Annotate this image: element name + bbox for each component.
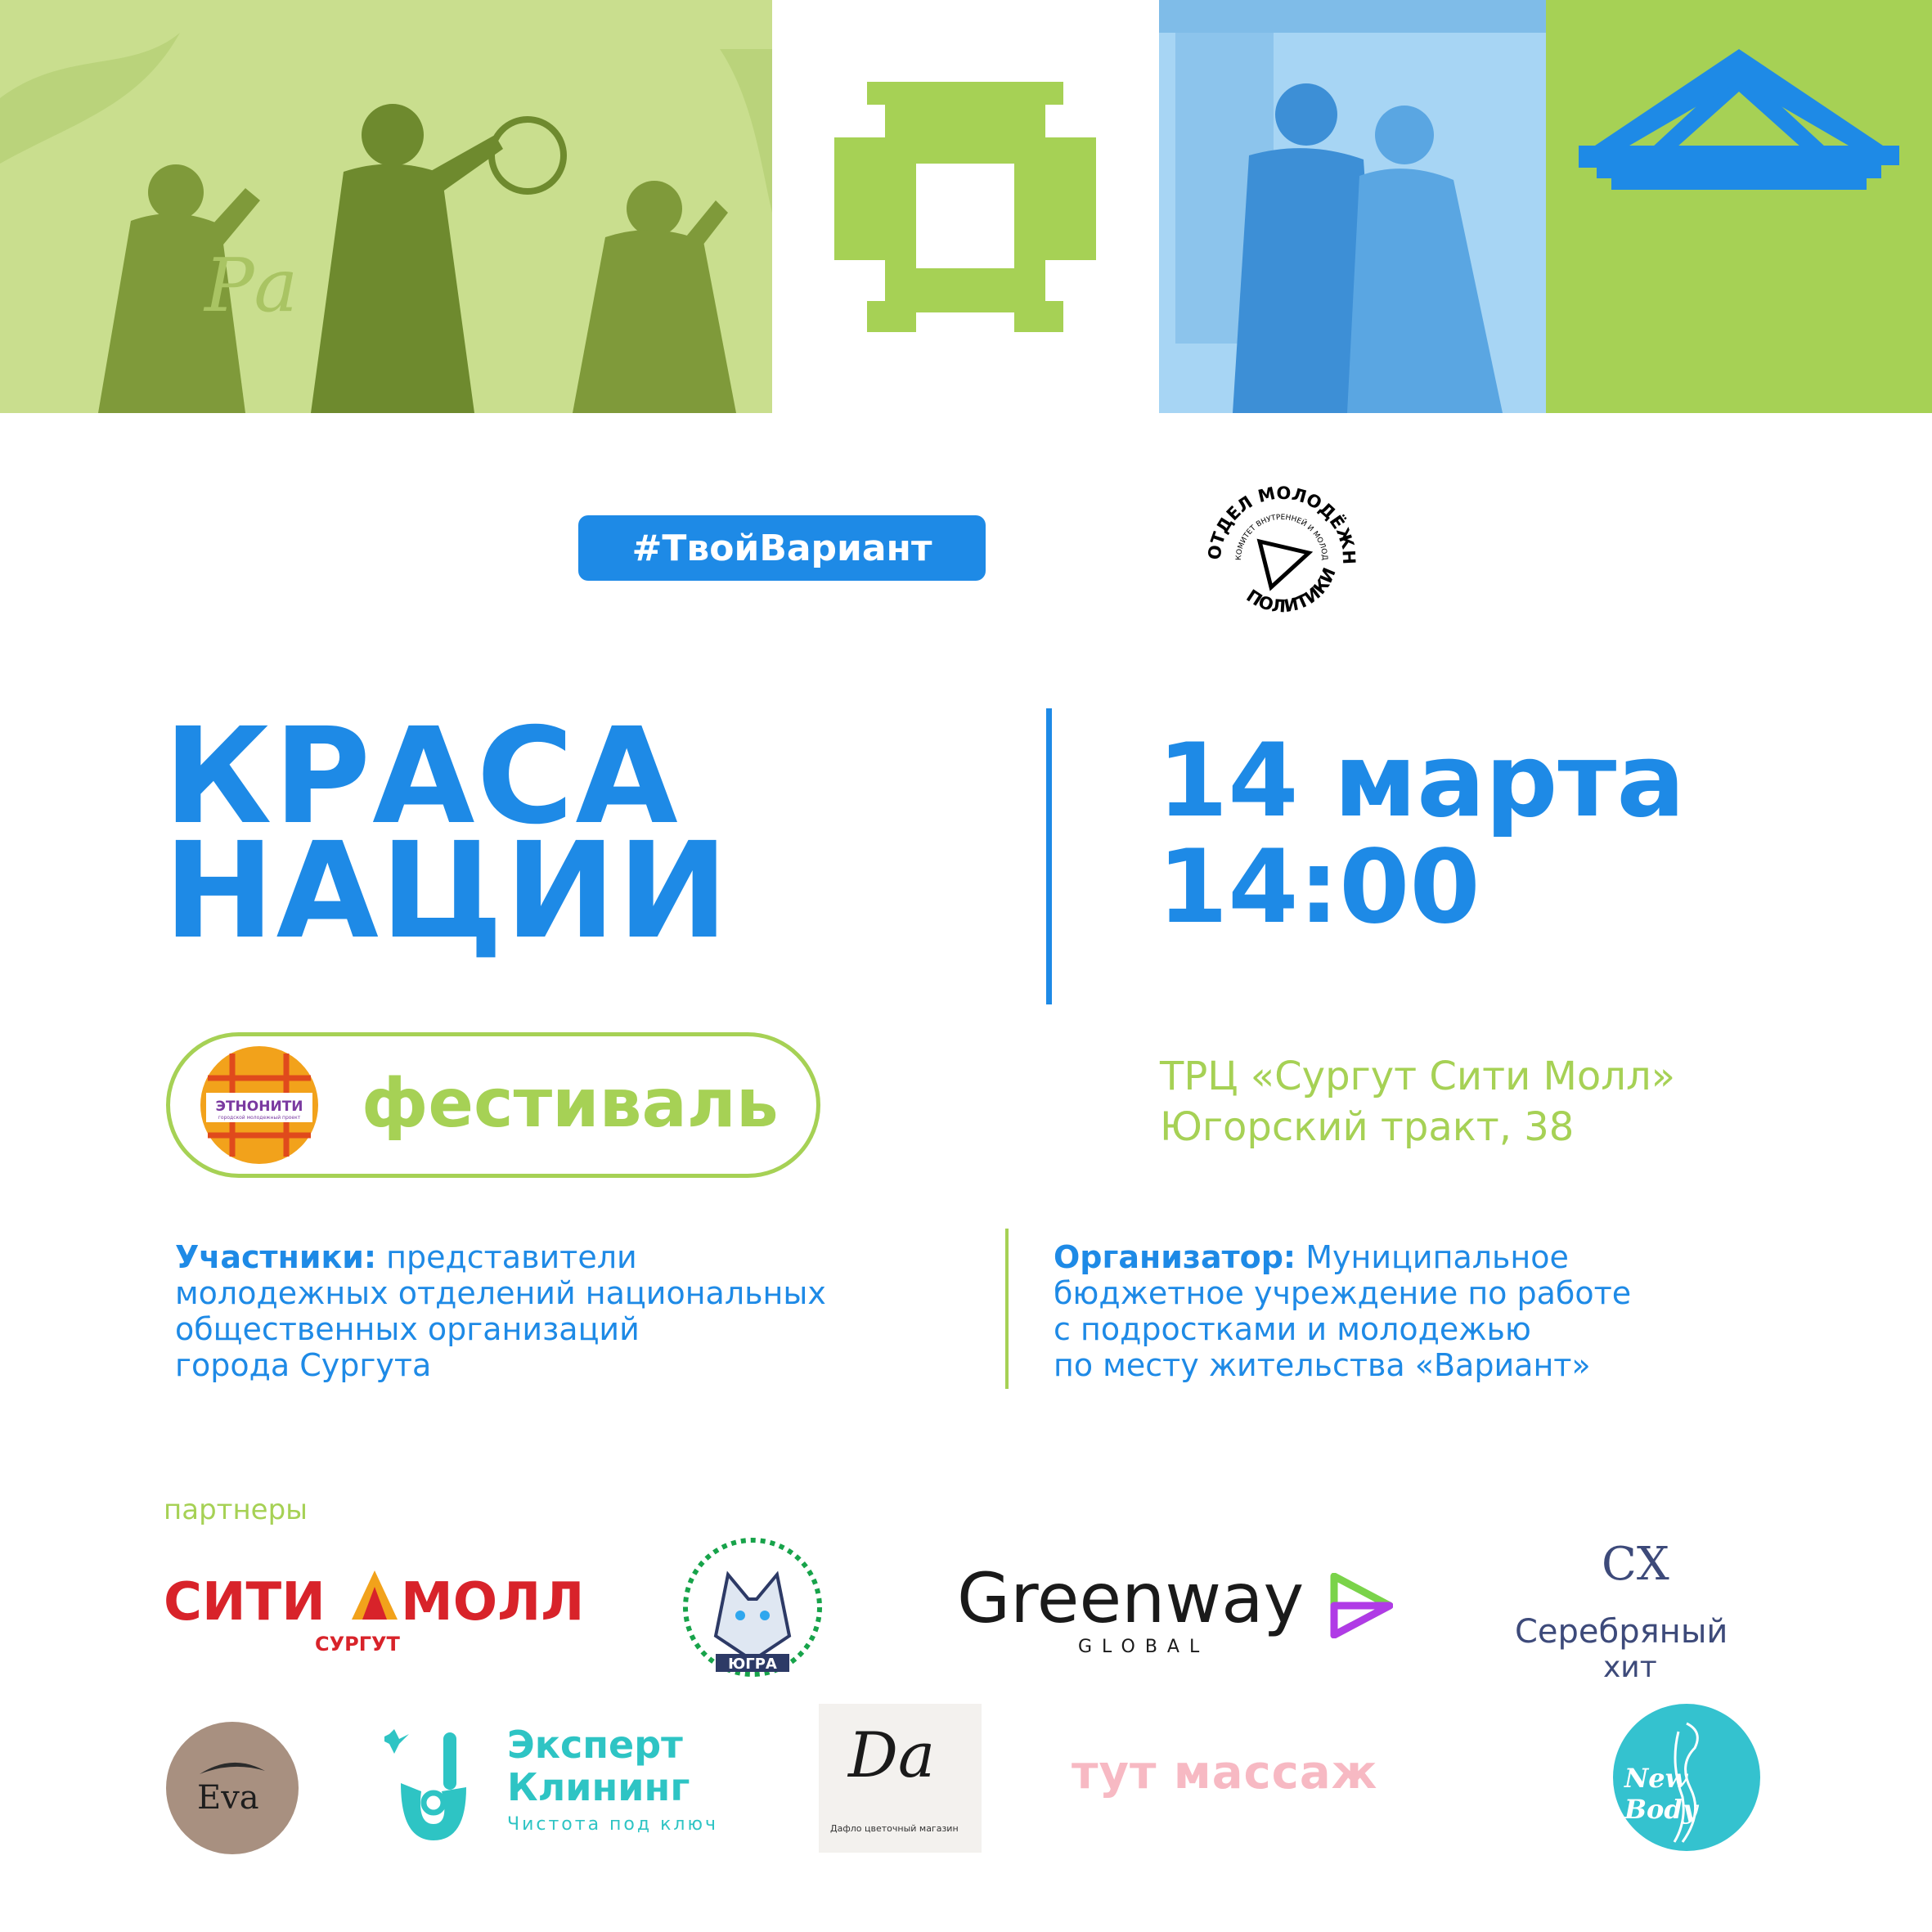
eyebrow-icon bbox=[195, 1756, 269, 1781]
event-time: 14:00 bbox=[1157, 829, 1480, 946]
event-date: 14 марта bbox=[1157, 722, 1686, 840]
participants-text-1: представители bbox=[376, 1239, 637, 1275]
newbody-name: New Body bbox=[1624, 1763, 1698, 1825]
citymall-sub: СУРГУТ bbox=[315, 1633, 400, 1656]
da-mark: Da bbox=[848, 1719, 936, 1791]
participants-text-2: молодежных отделений национальных bbox=[175, 1275, 826, 1311]
expert-line-2: Клининг bbox=[507, 1765, 690, 1809]
partner-greenway-logo bbox=[957, 1558, 1399, 1656]
carved-window-icon bbox=[834, 82, 1096, 339]
participants-label: Участники: bbox=[175, 1239, 377, 1275]
ugra-text: ЮГРА bbox=[728, 1656, 777, 1673]
title-line-1: КРАСА bbox=[164, 700, 680, 854]
green-block bbox=[1546, 0, 1932, 413]
participants-block bbox=[175, 1239, 826, 1383]
expert-sub: Чистота под ключ bbox=[507, 1814, 718, 1835]
logo-inner-text: КОМИТЕТ ВНУТРЕННЕЙ И МОЛОД bbox=[1234, 513, 1329, 561]
event-title bbox=[164, 700, 730, 968]
participants-text-4: города Сургута bbox=[175, 1347, 432, 1383]
venue-line-2: Югорский тракт, 38 bbox=[1160, 1104, 1575, 1150]
partner-citymall-logo bbox=[164, 1562, 585, 1660]
dancers-photo bbox=[0, 0, 772, 413]
organizer-text-3: с подростками и молодежью bbox=[1054, 1311, 1531, 1347]
partner-newbody-logo bbox=[1613, 1704, 1760, 1851]
divider-vertical bbox=[1046, 708, 1052, 1004]
partner-serebryany-logo bbox=[1505, 1538, 1775, 1685]
couple-photo bbox=[1159, 0, 1546, 413]
greenway-play-icon bbox=[1329, 1573, 1393, 1638]
event-datetime bbox=[1157, 722, 1686, 946]
expert-line-1: Эксперт bbox=[507, 1723, 683, 1767]
dancers-illustration bbox=[0, 0, 772, 413]
divider-info bbox=[1005, 1229, 1009, 1389]
serebryany-mark: СХ bbox=[1602, 1538, 1669, 1591]
partner-ugra-logo bbox=[683, 1538, 822, 1680]
etnoniti-subtext: городской молодежный проект bbox=[218, 1115, 301, 1121]
serebryany-line-1: Серебряный bbox=[1515, 1613, 1728, 1651]
title-line-2: НАЦИИ bbox=[164, 815, 730, 968]
hashtag-badge: #ТвойВариант bbox=[578, 515, 986, 581]
couple-illustration bbox=[1159, 0, 1546, 413]
partner-da-logo bbox=[819, 1704, 982, 1853]
organizer-label: Организатор: bbox=[1054, 1239, 1296, 1275]
citymall-mark-icon bbox=[350, 1562, 399, 1628]
partner-tut-logo: тут массаж bbox=[1072, 1746, 1378, 1799]
cleaning-hand-icon bbox=[384, 1718, 483, 1849]
organizer-text-4: по месту жительства «Вариант» bbox=[1054, 1347, 1591, 1383]
youth-policy-logo bbox=[1196, 474, 1368, 649]
partners-label: партнеры bbox=[164, 1494, 308, 1526]
citymall-left: СИТИ bbox=[164, 1572, 326, 1633]
logo-ring-top-text: ОТДЕЛ МОЛОДЁЖН bbox=[1204, 483, 1359, 565]
organizer-block bbox=[1054, 1239, 1631, 1383]
organizer-text-1: Муниципальное bbox=[1296, 1239, 1569, 1275]
etnoniti-text: ЭТНОНИТИ bbox=[215, 1099, 303, 1115]
partner-eva-logo bbox=[166, 1722, 299, 1854]
partner-expert-logo bbox=[384, 1718, 744, 1857]
greenway-sub: GLOBAL bbox=[1078, 1637, 1210, 1657]
participants-text-3: общественных организаций bbox=[175, 1311, 640, 1347]
citymall-right: МОЛЛ bbox=[401, 1572, 585, 1633]
logo-ring-bottom-text: ПОЛИТИКИ bbox=[1242, 564, 1340, 617]
serebryany-line-2: хит bbox=[1603, 1651, 1657, 1684]
venue bbox=[1160, 1051, 1675, 1152]
eva-name: Eva bbox=[197, 1779, 259, 1817]
svg-text:Ра: Ра bbox=[204, 243, 299, 329]
festival-label: фестиваль bbox=[362, 1065, 779, 1143]
organizer-text-2: бюджетное учреждение по работе bbox=[1054, 1275, 1632, 1311]
greenway-name: Greenway bbox=[957, 1558, 1305, 1638]
etnoniti-logo bbox=[200, 1045, 319, 1168]
roof-icon bbox=[1546, 0, 1932, 413]
venue-line-1: ТРЦ «Сургут Сити Молл» bbox=[1160, 1054, 1676, 1099]
da-sub: Дафло цветочный магазин bbox=[830, 1823, 959, 1834]
